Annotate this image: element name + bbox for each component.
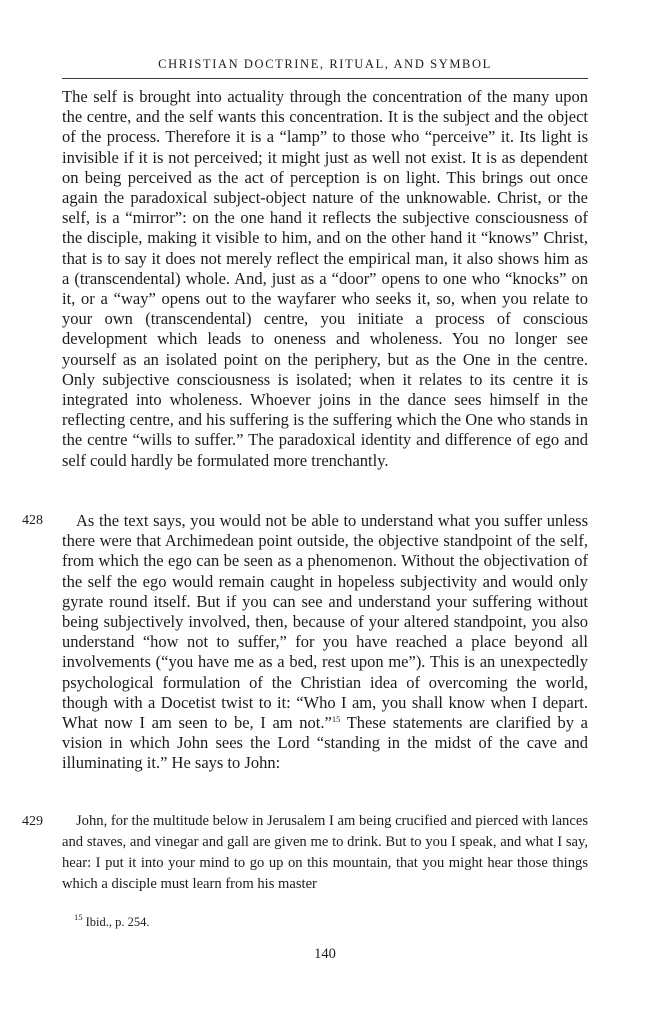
footnote (74, 912, 150, 930)
paragraph-428 (62, 511, 588, 774)
page-number: 140 (314, 946, 336, 962)
running-head: CHRISTIAN DOCTRINE, RITUAL, AND SYMBOL (158, 57, 492, 71)
block-quote-429: John, for the multitude below in Jerusalem I am being crucified and pierced with lances and staves, and vinegar and gall are given me to drink. But to you I speak, and what I say, hear: I put it into your mind to go up on this mountain, that you might hear those things which a disciple must learn from his master (62, 813, 588, 892)
paragraph-continued: The self is brought into actuality through the concentration of the many upon the centre, and the self wants this concentration. It is the subject and the object of the process. Therefore it is a “lamp” to those who “perceive” it. Its light is invisible if it is not perceived; it might just as well not exist. It is as dependent on being perceived as the act of perception is on light. This brings out once again the paradoxical subject-object nature of the unknowable. Christ, or the self, is a “mirror”: on the one hand it reflects the subjective consciousness of the disciple, making it visible to him, and on the other hand it “knows” Christ, that is to say it does not merely reflect the empirical man, it also shows him as a (transcendental) whole. And, just as a “door” opens to one who “knocks” on it, or a “way” opens out to the wayfarer who seeks it, so, when you relate to your own (transcendental) centre, you initiate a process of conscious development which leads to oneness and wholeness. You no longer see yourself as an isolated point on the periphery, but as the One in the centre. Only subjective consciousness is isolated; when it relates to its centre it is integrated into wholeness. Whoever joins in the dance sees himself in the reflecting centre, and his suffering is the suffering which the One who stands in the centre “wills to suffer.” The paradoxical identity and difference of ego and self could hardly be formulated more trenchantly. (62, 87, 588, 470)
paragraph-number-428: 428 (22, 513, 43, 528)
paragraph-number-429: 429 (22, 814, 43, 829)
footnote-reference[interactable]: 15 (331, 714, 341, 725)
header-rule (62, 78, 588, 79)
paragraph-428-text: As the text says, you would not be able to understand what you suffer unless there were that Archimedean point outside, the objective standpoint of the self, from which the ego can be seen as a phenomenon. Without the objectivation of the self the ego would remain caught in hopeless subjectivity and would only gyrate round itself. But if you can see and understand your suffering without being subjectively involved, then, because of your altered standpoint, you also understand “how not to suffer,” for you have reached a place beyond all involvements (“you have me as a bed, rest upon me”). This is an unexpectedly psychological formulation of the Christian idea of overcoming the world, though with a Docetist twist to it: “Who I am, you shall know when I depart. What now I am seen to be, I am not.” (62, 511, 588, 733)
footnote-number: 15 (74, 912, 83, 922)
paragraph-428-text-end: These statements are clarified by a vision in which John sees the Lord “standing in the midst of the cave and illuminating it.” He says to John: (62, 713, 588, 773)
footnote-text: Ibid., p. 254. (85, 915, 150, 929)
